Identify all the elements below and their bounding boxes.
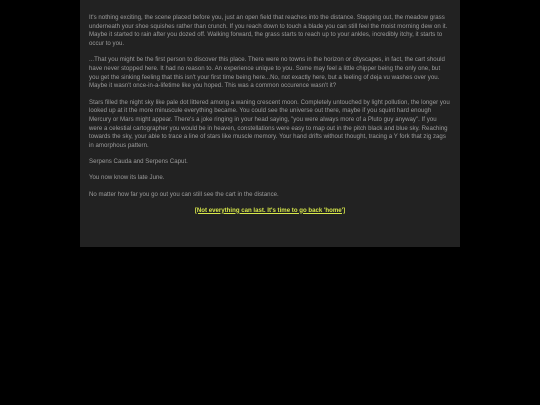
story-paragraph-6: No matter how far you go out you can still see the cart in the distance. [89,190,279,198]
story-paragraph-4: Serpens Cauda and Serpens Caput. [89,158,188,166]
story-paragraph-5: You now know its late June. [89,174,165,182]
go-home-link[interactable]: [Not everything can last. It's time to go back 'home'] [194,206,346,214]
story-paragraph-1: It's nothing exciting, the scene placed before you, just an open field that reaches into the distance. Stepping out, the meadow grass underneath your shoe squishes rather than crunch. If you reach down to touch a blade you can still feel the moist morning dew on it. Maybe it started to rain after you dozed off. Walking forward, the grass starts to reach up to your ankles, incredibly itchy, it starts to occur to you. [89,14,448,47]
story-panel [80,0,460,247]
link-row [89,207,451,216]
story-paragraph-2: ...That you might be the first person to discover this place. There were no towns in the horizon or cityscapes, in fact, the cart should have never stopped here. It had no reason to. An experience unique to you. Some may feel a little chipper being the only one, but you get the sinking feeling that this isn't your first time being here...No, not exactly here, but a feeling of deja vu washes over you. Maybe it wasn't once-in-a-lifetime like you hoped. This was a common occurence wasn't it? [89,56,445,90]
story-paragraph-3: Stars filled the night sky like pale dot littered among a waning crescent moon. Completely untouched by light pollution, the longer you looked up at it the more minuscule everything became. You could see the universe out there, maybe if you squint hard enough Mercury or Mars might appear. There's a joke ringing in your head saying, "you were always more of a Pluto guy anyway". If you were a celestial cartographer you would be in heaven, constellations were easy to map out in the pitch black and blue sky. Reaching towards the sky, your able to trace a line of stars like muscle memory. Your hand drifts without thought, tracing a Y fork that zig zags in amorphous pattern. [89,98,450,149]
